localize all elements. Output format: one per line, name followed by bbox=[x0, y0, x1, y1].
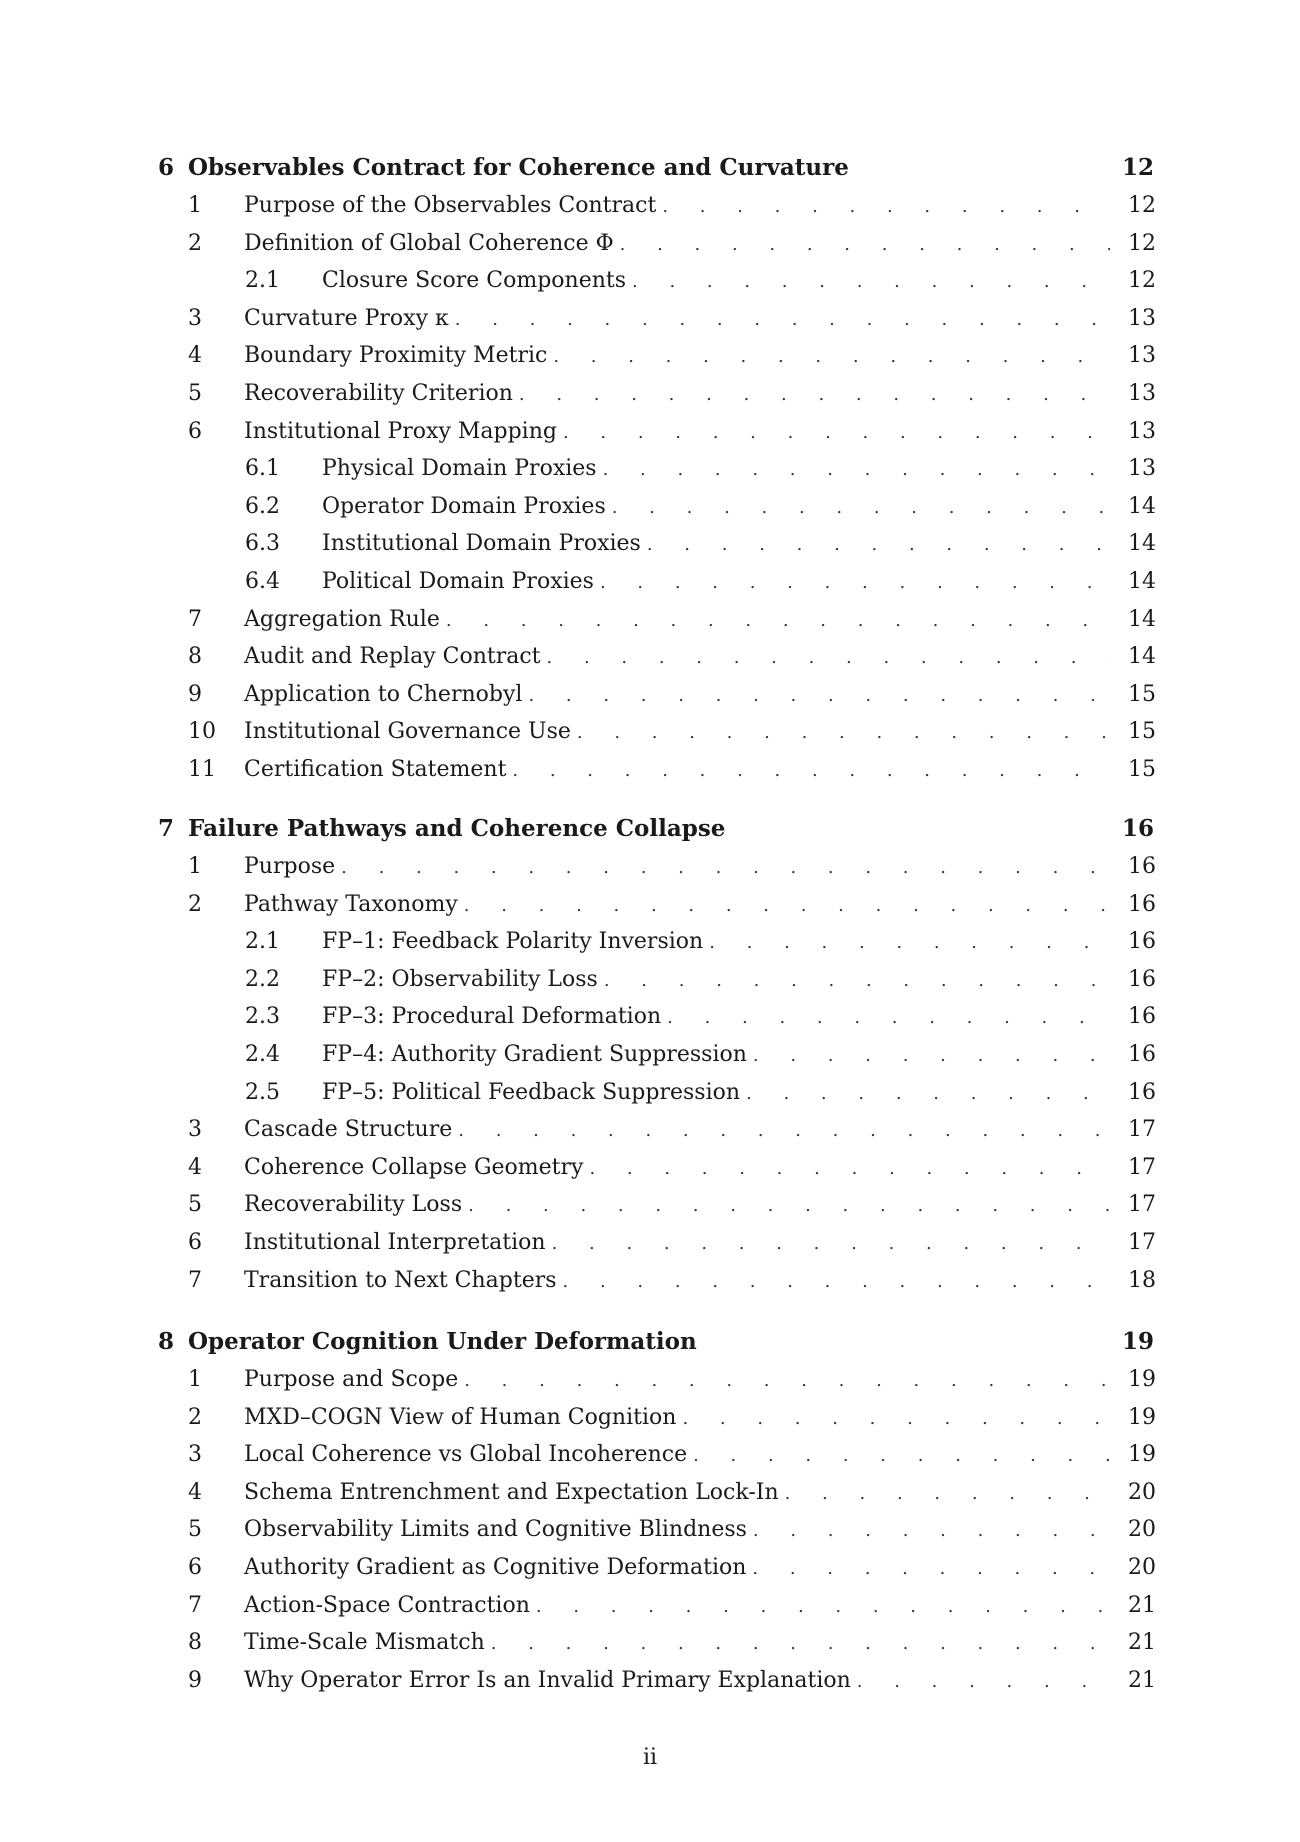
entry-number: 3 bbox=[188, 1442, 202, 1468]
entry-number: 10 bbox=[188, 719, 216, 745]
entry-number: 6.4 bbox=[245, 569, 280, 594]
toc-section-entry[interactable] bbox=[188, 301, 1154, 337]
entry-title: Audit and Replay Contract bbox=[244, 644, 541, 670]
entry-page: 16 bbox=[1128, 1042, 1156, 1067]
toc-section-entry[interactable] bbox=[188, 1150, 1154, 1186]
entry-page: 15 bbox=[1128, 719, 1156, 745]
entry-page: 19 bbox=[1128, 1404, 1156, 1430]
entry-number: 9 bbox=[188, 1667, 202, 1693]
dot-leader bbox=[563, 1264, 1110, 1300]
dot-leader bbox=[667, 1000, 1110, 1036]
entry-page: 13 bbox=[1128, 343, 1156, 369]
entry-page: 13 bbox=[1128, 305, 1156, 331]
dot-leader bbox=[553, 339, 1110, 375]
dot-leader bbox=[709, 925, 1110, 961]
toc-subsection-entry[interactable] bbox=[245, 526, 1154, 562]
entry-title: Institutional Proxy Mapping bbox=[244, 418, 557, 444]
entry-page: 20 bbox=[1128, 1479, 1156, 1505]
toc-subsection-entry[interactable] bbox=[245, 999, 1154, 1035]
entry-number: 6 bbox=[188, 1555, 202, 1580]
chapter-title: Observables Contract for Coherence and Curvature bbox=[188, 154, 849, 181]
entry-title: FP–5: Political Feedback Suppression bbox=[322, 1079, 741, 1105]
entry-number: 2.1 bbox=[245, 268, 280, 294]
entry-number: 2.2 bbox=[245, 966, 280, 992]
entry-page: 16 bbox=[1128, 854, 1156, 879]
entry-number: 4 bbox=[188, 1479, 202, 1505]
dot-leader bbox=[632, 264, 1110, 300]
entry-number: 7 bbox=[188, 1267, 202, 1293]
entry-page: 16 bbox=[1128, 1004, 1156, 1030]
page-number: ii bbox=[642, 1745, 658, 1770]
entry-page: 17 bbox=[1128, 1117, 1156, 1143]
chapter-number: 6 bbox=[158, 154, 175, 181]
dot-leader bbox=[589, 1151, 1110, 1187]
chapter-heading[interactable] bbox=[158, 150, 1154, 186]
dot-leader bbox=[600, 565, 1110, 601]
dot-leader bbox=[563, 415, 1110, 451]
dot-leader bbox=[682, 1401, 1110, 1437]
entry-title: Why Operator Error Is an Invalid Primary Explanation bbox=[244, 1667, 851, 1693]
dot-leader bbox=[464, 1363, 1110, 1399]
entry-page: 19 bbox=[1128, 1442, 1156, 1468]
toc-section-entry[interactable] bbox=[188, 1225, 1154, 1261]
dot-leader bbox=[662, 189, 1110, 225]
toc-subsection-entry[interactable] bbox=[245, 451, 1154, 487]
dot-leader bbox=[552, 1226, 1110, 1262]
toc-section-entry[interactable] bbox=[188, 414, 1154, 450]
entry-number: 2.5 bbox=[245, 1079, 280, 1105]
toc-section-entry[interactable] bbox=[188, 376, 1154, 412]
entry-number: 8 bbox=[188, 644, 202, 670]
entry-page: 16 bbox=[1128, 891, 1156, 917]
entry-number: 2 bbox=[188, 1404, 202, 1430]
entry-title: Curvature Proxy κ bbox=[244, 305, 449, 331]
entry-page: 13 bbox=[1128, 418, 1156, 444]
entry-number: 2.1 bbox=[245, 929, 280, 955]
dot-leader bbox=[647, 527, 1110, 563]
entry-title: Application to Chernobyl bbox=[244, 681, 523, 707]
entry-title: Aggregation Rule bbox=[244, 606, 440, 632]
chapter-heading[interactable] bbox=[158, 811, 1154, 847]
entry-page: 14 bbox=[1128, 644, 1156, 670]
chapter-title: Operator Cognition Under Deformation bbox=[188, 1328, 697, 1355]
entry-title: FP–1: Feedback Polarity Inversion bbox=[322, 929, 704, 955]
entry-page: 17 bbox=[1128, 1192, 1156, 1218]
entry-title: Observability Limits and Cognitive Blindness bbox=[244, 1517, 747, 1543]
toc-section-entry[interactable] bbox=[188, 1437, 1154, 1473]
entry-title: Political Domain Proxies bbox=[322, 569, 594, 594]
entry-page: 12 bbox=[1128, 193, 1156, 218]
toc-section-entry[interactable] bbox=[188, 1588, 1154, 1624]
dot-leader bbox=[612, 490, 1110, 526]
entry-page: 16 bbox=[1128, 929, 1156, 955]
dot-leader bbox=[577, 715, 1110, 751]
dot-leader bbox=[753, 1038, 1110, 1074]
entry-number: 6.3 bbox=[245, 531, 280, 557]
entry-number: 4 bbox=[188, 1154, 202, 1180]
entry-title: Local Coherence vs Global Incoherence bbox=[244, 1442, 688, 1468]
dot-leader bbox=[491, 1626, 1110, 1662]
entry-number: 4 bbox=[188, 343, 202, 369]
entry-title: Closure Score Components bbox=[322, 268, 627, 294]
dot-leader bbox=[785, 1476, 1110, 1512]
entry-title: Pathway Taxonomy bbox=[244, 891, 458, 917]
dot-leader bbox=[752, 1551, 1110, 1587]
toc-section-entry[interactable] bbox=[188, 1112, 1154, 1148]
toc-section-entry[interactable] bbox=[188, 849, 1154, 885]
entry-number: 6 bbox=[188, 1230, 202, 1255]
entry-title: Purpose and Scope bbox=[244, 1367, 459, 1392]
toc-section-entry[interactable] bbox=[188, 1362, 1154, 1398]
toc-section-entry[interactable] bbox=[188, 639, 1154, 675]
entry-page: 19 bbox=[1128, 1367, 1156, 1392]
entry-title: Physical Domain Proxies bbox=[322, 456, 597, 482]
entry-title: Institutional Interpretation bbox=[244, 1230, 546, 1255]
chapter-page: 12 bbox=[1121, 154, 1154, 181]
toc-section-entry[interactable] bbox=[188, 1663, 1154, 1699]
chapter-page: 16 bbox=[1121, 815, 1154, 842]
entry-number: 8 bbox=[188, 1630, 202, 1656]
dot-leader bbox=[604, 963, 1110, 999]
chapter-heading[interactable] bbox=[158, 1324, 1154, 1360]
toc-section-entry[interactable] bbox=[188, 1263, 1154, 1299]
dot-leader bbox=[857, 1664, 1110, 1700]
dot-leader bbox=[519, 377, 1110, 413]
entry-page: 16 bbox=[1128, 1079, 1156, 1105]
toc-subsection-entry[interactable] bbox=[245, 962, 1154, 998]
entry-number: 6.2 bbox=[245, 493, 280, 519]
entry-title: FP–4: Authority Gradient Suppression bbox=[322, 1042, 747, 1067]
entry-number: 5 bbox=[188, 1192, 202, 1218]
dot-leader bbox=[693, 1438, 1110, 1474]
entry-page: 14 bbox=[1128, 531, 1156, 557]
toc-section-entry[interactable] bbox=[188, 887, 1154, 923]
entry-number: 5 bbox=[188, 1517, 202, 1543]
chapter-page: 19 bbox=[1121, 1328, 1154, 1355]
dot-leader bbox=[458, 1113, 1110, 1149]
entry-page: 20 bbox=[1128, 1517, 1156, 1543]
entry-page: 14 bbox=[1128, 493, 1156, 519]
dot-leader bbox=[446, 603, 1110, 639]
entry-title: FP–3: Procedural Deformation bbox=[322, 1004, 662, 1030]
entry-page: 15 bbox=[1128, 681, 1156, 707]
entry-page: 18 bbox=[1128, 1267, 1156, 1293]
entry-page: 21 bbox=[1128, 1592, 1156, 1618]
toc-section-entry[interactable] bbox=[188, 677, 1154, 713]
toc-section-entry[interactable] bbox=[188, 602, 1154, 638]
entry-page: 17 bbox=[1128, 1154, 1156, 1180]
dot-leader bbox=[464, 888, 1110, 924]
entry-page: 15 bbox=[1128, 757, 1156, 782]
entry-number: 2.3 bbox=[245, 1004, 280, 1030]
entry-number: 5 bbox=[188, 381, 202, 406]
toc-section-entry[interactable] bbox=[188, 1550, 1154, 1586]
entry-title: Certification Statement bbox=[244, 757, 507, 782]
entry-page: 16 bbox=[1128, 966, 1156, 992]
entry-page: 20 bbox=[1128, 1555, 1156, 1580]
toc-section-entry[interactable] bbox=[188, 1475, 1154, 1511]
entry-number: 2 bbox=[188, 891, 202, 917]
toc-section-entry[interactable] bbox=[188, 1512, 1154, 1548]
entry-title: MXD–COGN View of Human Cognition bbox=[244, 1404, 677, 1430]
entry-number: 3 bbox=[188, 1117, 202, 1143]
toc-section-entry[interactable] bbox=[188, 338, 1154, 374]
entry-page: 21 bbox=[1128, 1667, 1156, 1693]
entry-title: Action-Space Contraction bbox=[244, 1592, 530, 1618]
entry-title: Recoverability Loss bbox=[244, 1192, 463, 1218]
entry-title: Purpose of the Observables Contract bbox=[244, 193, 657, 218]
entry-number: 7 bbox=[188, 1592, 202, 1618]
dot-leader bbox=[547, 640, 1111, 676]
entry-number: 3 bbox=[188, 305, 202, 331]
toc-subsection-entry[interactable] bbox=[245, 489, 1154, 525]
entry-page: 21 bbox=[1128, 1630, 1156, 1656]
toc-subsection-entry[interactable] bbox=[245, 1075, 1154, 1111]
entry-title: Purpose bbox=[244, 854, 336, 879]
toc-subsection-entry[interactable] bbox=[245, 263, 1154, 299]
chapter-number: 8 bbox=[158, 1328, 175, 1355]
entry-number: 6.1 bbox=[245, 456, 280, 482]
toc-subsection-entry[interactable] bbox=[245, 924, 1154, 960]
entry-title: Schema Entrenchment and Expectation Lock-In bbox=[244, 1479, 779, 1505]
entry-number: 1 bbox=[188, 193, 202, 218]
entry-page: 13 bbox=[1128, 381, 1156, 406]
dot-leader bbox=[468, 1188, 1110, 1224]
toc-subsection-entry[interactable] bbox=[245, 1037, 1154, 1073]
entry-number: 2 bbox=[188, 230, 202, 256]
chapter-number: 7 bbox=[158, 815, 175, 842]
dot-leader bbox=[512, 753, 1110, 789]
dot-leader bbox=[746, 1076, 1110, 1112]
toc-section-entry[interactable] bbox=[188, 1625, 1154, 1661]
entry-title: Recoverability Criterion bbox=[244, 381, 513, 406]
entry-title: Transition to Next Chapters bbox=[244, 1267, 557, 1293]
toc-section-entry[interactable] bbox=[188, 1400, 1154, 1436]
entry-page: 17 bbox=[1128, 1230, 1156, 1255]
entry-title: Institutional Domain Proxies bbox=[322, 531, 641, 557]
entry-number: 7 bbox=[188, 606, 202, 632]
entry-title: Authority Gradient as Cognitive Deformation bbox=[244, 1555, 747, 1580]
entry-title: Time-Scale Mismatch bbox=[244, 1630, 485, 1656]
dot-leader bbox=[603, 452, 1110, 488]
entry-number: 1 bbox=[188, 854, 202, 879]
entry-title: Operator Domain Proxies bbox=[322, 493, 606, 519]
entry-number: 11 bbox=[188, 757, 216, 782]
entry-title: Coherence Collapse Geometry bbox=[244, 1154, 584, 1180]
entry-page: 14 bbox=[1128, 606, 1156, 632]
entry-title: Boundary Proximity Metric bbox=[244, 343, 548, 369]
dot-leader bbox=[455, 302, 1110, 338]
entry-title: FP–2: Observability Loss bbox=[322, 966, 598, 992]
dot-leader bbox=[620, 227, 1110, 263]
entry-page: 12 bbox=[1128, 268, 1156, 294]
entry-title: Definition of Global Coherence Φ bbox=[244, 230, 614, 256]
dot-leader bbox=[528, 678, 1110, 714]
dot-leader bbox=[536, 1589, 1110, 1625]
entry-title: Institutional Governance Use bbox=[244, 719, 571, 745]
toc-section-entry[interactable] bbox=[188, 714, 1154, 750]
entry-title: Cascade Structure bbox=[244, 1117, 453, 1143]
entry-page: 13 bbox=[1128, 456, 1156, 482]
toc-section-entry[interactable] bbox=[188, 188, 1154, 224]
entry-number: 9 bbox=[188, 681, 202, 707]
entry-page: 14 bbox=[1128, 569, 1156, 594]
entry-number: 6 bbox=[188, 418, 202, 444]
entry-page: 12 bbox=[1128, 230, 1156, 256]
toc-section-entry[interactable] bbox=[188, 226, 1154, 262]
toc-subsection-entry[interactable] bbox=[245, 564, 1154, 600]
dot-leader bbox=[753, 1513, 1110, 1549]
toc-section-entry[interactable] bbox=[188, 752, 1154, 788]
entry-number: 1 bbox=[188, 1367, 202, 1392]
entry-number: 2.4 bbox=[245, 1042, 280, 1067]
chapter-title: Failure Pathways and Coherence Collapse bbox=[188, 815, 726, 842]
dot-leader bbox=[341, 850, 1110, 886]
toc-section-entry[interactable] bbox=[188, 1187, 1154, 1223]
